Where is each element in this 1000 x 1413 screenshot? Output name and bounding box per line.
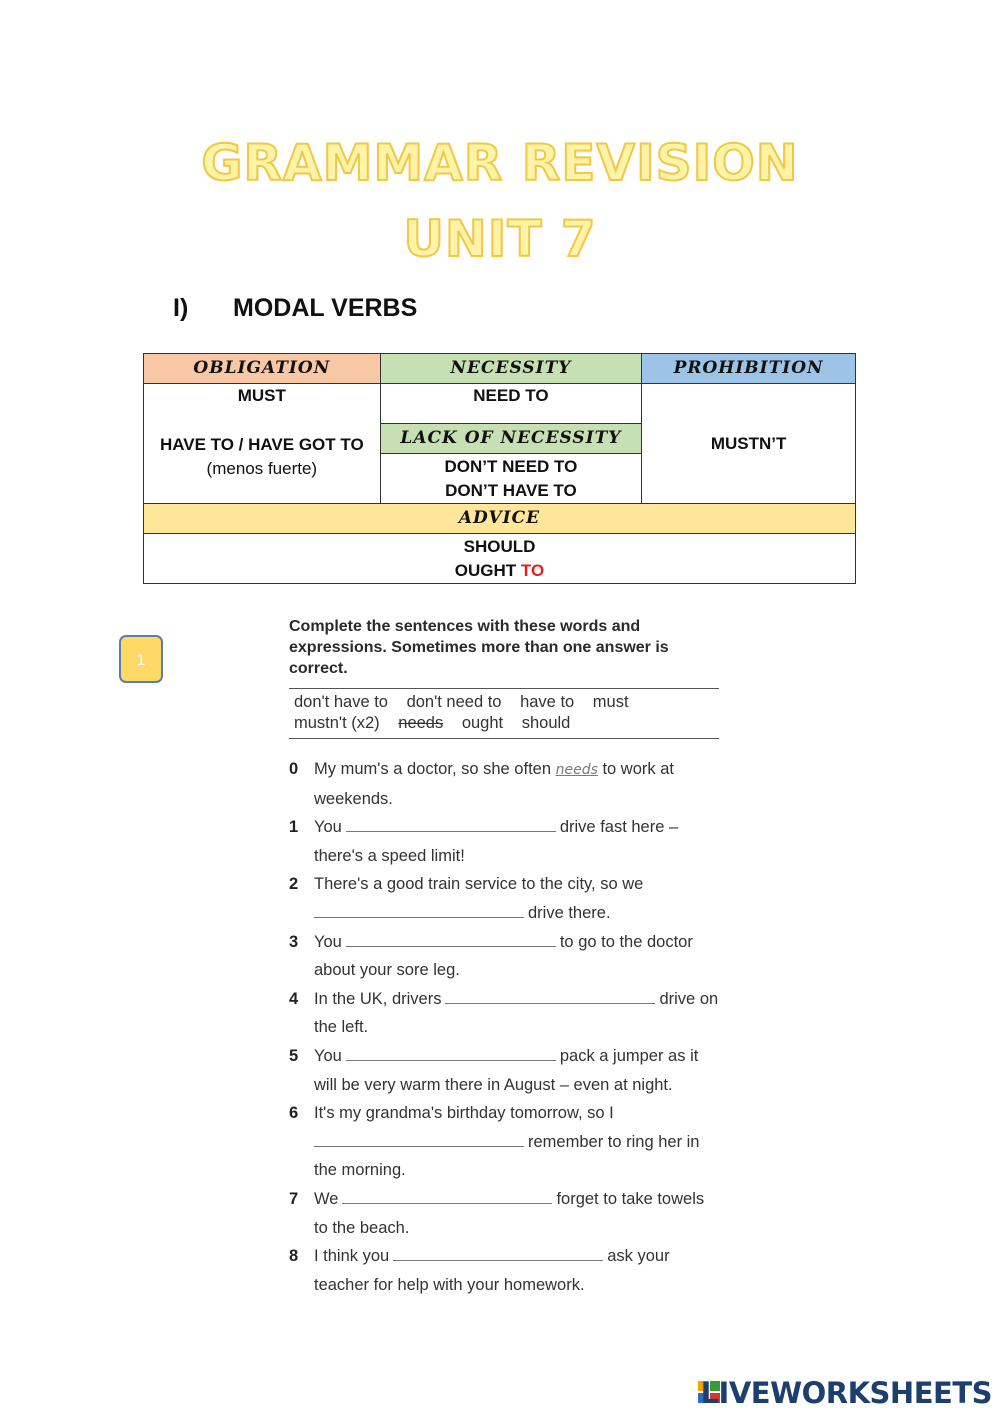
section-label: MODAL VERBS — [233, 294, 418, 322]
sentence-text: We — [314, 1189, 339, 1208]
advice-ought-to — [144, 559, 855, 583]
obligation-note: (menos fuerte) — [206, 459, 318, 478]
sentence-text: to go to the doctor about your sore leg. — [314, 932, 693, 980]
sentence-number: 7 — [289, 1189, 299, 1208]
sentence-text: drive fast here – there's a speed limit! — [314, 818, 679, 865]
sentence-text: I think you — [314, 1247, 390, 1266]
sentence-number: 4 — [289, 989, 299, 1008]
sentence-number: 0 — [289, 760, 299, 778]
answer-gap-1[interactable] — [346, 817, 556, 832]
header-obligation: OBLIGATION — [144, 354, 381, 384]
sentence-5 — [289, 1042, 719, 1099]
advice-should: SHOULD — [463, 536, 536, 556]
sentence-text: to work at weekends. — [314, 760, 674, 808]
sentence-list — [289, 755, 719, 1299]
sentence-3 — [289, 928, 719, 985]
sentence-text: You — [314, 1046, 342, 1065]
word-item: must — [592, 693, 629, 711]
example-answer: needs — [555, 762, 598, 778]
exercise-instructions: Complete the sentences with these words and expressions. Sometimes more than one answer is correct. — [289, 618, 669, 677]
word-item: should — [521, 714, 571, 732]
advice-ought: OUGHT — [454, 560, 521, 580]
sentence-text: pack a jumper as it will be very warm there in August – even at night. — [314, 1046, 699, 1094]
sentence-number: 2 — [289, 875, 299, 894]
necessity-cell — [380, 384, 642, 424]
word-box — [289, 688, 719, 739]
sentence-2 — [289, 870, 719, 927]
word-item-used: needs — [398, 714, 444, 732]
sentence-text: There's a good train service to the city, so we — [314, 875, 644, 894]
answer-gap-6[interactable] — [314, 1132, 524, 1147]
word-item: don't have to — [294, 693, 388, 711]
title-line-2: UNIT 7 — [403, 210, 597, 268]
sentence-text: It's my grandma's birthday tomorrow, so I — [314, 1104, 614, 1123]
section-heading — [173, 294, 417, 323]
sentence-number: 6 — [289, 1104, 299, 1123]
header-prohibition: PROHIBITION — [642, 354, 856, 384]
exercise-panel — [289, 616, 719, 1299]
word-item: don't need to — [406, 693, 502, 711]
sentence-text: You — [314, 932, 342, 951]
sentence-text: In the UK, drivers — [314, 989, 442, 1008]
answer-gap-5[interactable] — [346, 1046, 556, 1061]
sentence-7 — [289, 1185, 719, 1242]
sentence-text: ask your teacher for help with your homework. — [314, 1247, 670, 1294]
header-lack-of-necessity: LACK OF NECESSITY — [380, 424, 642, 454]
advice-to: TO — [520, 560, 545, 580]
sentence-4 — [289, 985, 719, 1042]
prohibition-cell — [642, 384, 856, 504]
sentence-text: My mum's a doctor, so she often — [314, 760, 556, 778]
necessity-need-to: NEED TO — [473, 386, 549, 405]
obligation-have-to: HAVE TO / HAVE GOT TO — [159, 435, 364, 454]
title-line-1: GRAMMAR REVISION — [201, 134, 799, 192]
header-necessity: NECESSITY — [380, 354, 642, 384]
lack-dont-need-to: DON’T NEED TO — [444, 456, 578, 476]
lack-dont-have-to: DON’T HAVE TO — [445, 480, 577, 500]
prohibition-mustnt: MUSTN’T — [710, 433, 787, 453]
sentence-text: You — [314, 818, 342, 837]
word-item: mustn't (x2) — [294, 714, 380, 732]
word-item: ought — [461, 714, 504, 732]
modal-verbs-table — [143, 353, 856, 584]
exercise-number-badge[interactable]: 1 — [119, 635, 163, 683]
obligation-cell — [144, 384, 381, 504]
liveworksheets-logo[interactable]: LIVEWORKSHEETS — [700, 1376, 992, 1410]
sentence-8 — [289, 1242, 719, 1299]
answer-gap-2[interactable] — [314, 903, 524, 918]
advice-cell — [144, 534, 856, 584]
header-advice: ADVICE — [144, 504, 856, 534]
sentence-number: 3 — [289, 932, 299, 951]
section-number: I) — [173, 294, 189, 322]
example-sentence — [289, 755, 719, 813]
sentence-1 — [289, 813, 719, 870]
sentence-number: 8 — [289, 1247, 299, 1266]
sentence-text: forget to take towels to the beach. — [314, 1189, 705, 1237]
sentence-text: drive on the left. — [314, 989, 719, 1037]
answer-gap-3[interactable] — [346, 932, 556, 947]
lack-cell — [380, 454, 642, 504]
sentence-number: 1 — [289, 818, 299, 837]
word-item: have to — [520, 693, 575, 711]
answer-gap-8[interactable] — [393, 1246, 603, 1261]
answer-gap-7[interactable] — [342, 1189, 552, 1204]
sentence-text: remember to ring her in the morning. — [314, 1132, 700, 1180]
sentence-text: drive there. — [528, 903, 611, 922]
sentence-6 — [289, 1099, 719, 1185]
obligation-must: MUST — [237, 386, 286, 405]
sentence-number: 5 — [289, 1046, 299, 1065]
answer-gap-4[interactable] — [445, 989, 655, 1004]
